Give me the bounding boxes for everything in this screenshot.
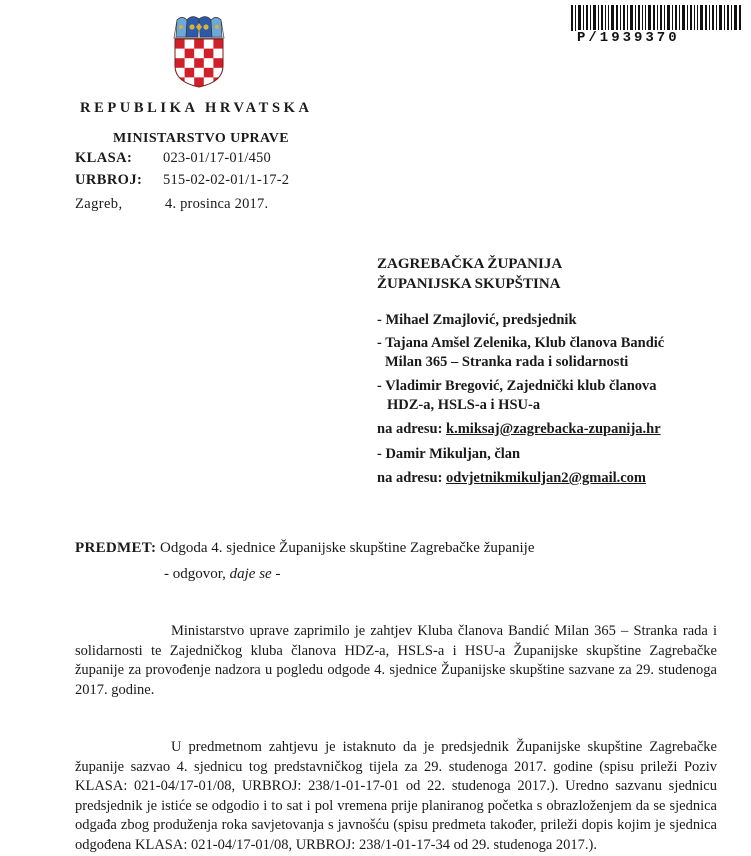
barcode [571, 5, 741, 45]
subject-line [75, 540, 535, 557]
urbroj-label: URBROJ: [75, 172, 143, 188]
recipient-item-continued: Milan 365 – Stranka rada i solidarnosti [385, 354, 629, 370]
recipient-assembly: ŽUPANIJSKA SKUPŠTINA [377, 276, 561, 292]
recipient-county: ZAGREBAČKA ŽUPANIJA [377, 256, 563, 272]
address-label: na adresu: [377, 470, 443, 486]
recipient-item: - Mihael Zmajlović, predsjednik [377, 312, 577, 328]
subject-sub-suffix: - [271, 566, 281, 582]
address-line-2 [377, 469, 646, 488]
recipient-item: - Vladimir Bregović, Zajednički klub članova [377, 378, 657, 394]
ministry-name: MINISTARSTVO UPRAVE [113, 131, 289, 146]
email-link[interactable]: odvjetnikmikuljan2@gmail.com [446, 470, 647, 486]
subject-label: PREDMET: [75, 540, 157, 556]
klasa-label: KLASA: [75, 150, 133, 166]
country-name: REPUBLIKA HRVATSKA [80, 100, 313, 116]
subject-subline [164, 566, 280, 583]
recipient-item-continued: HDZ-a, HSLS-a i HSU-a [387, 397, 541, 413]
urbroj-value: 515-02-02-01/1-17-2 [163, 172, 290, 188]
recipient-item: - Tajana Amšel Zelenika, Klub članova Bandić [377, 335, 665, 351]
coat-of-arms-icon [171, 10, 227, 88]
address-label: na adresu: [377, 421, 443, 437]
email-link[interactable]: k.miksaj@zagrebacka-zupanija.hr [446, 421, 661, 437]
barcode-number: P/1939370 [577, 30, 741, 46]
document-date: 4. prosinca 2017. [165, 196, 269, 212]
body-paragraph: U predmetnom zahtjevu je istaknuto da je predsjednik Županijske skupštine Zagrebačke županije sazvao 4. sjednicu tog predstavničkog tijela za 29. studenoga 2017. godine (spisu prileži Poziv KLASA: 021-04/17-01/08, URBROJ: 238/1-01-17-01 od 22. studenoga 2017.). Uredno sazvanu sjednicu predsjednik je istiće se odgodio i to sat i pol vremena prije planiranog početka s obrazloženjem da se sjednica odgađa zbog produženja roka savjetovanja s javnošću (spisu predmeta također, prileži dopis kojim je sjednica odgođena KLASA: 021-04/17-01/08, URBROJ: 238/1-01-17-34 od 29. studenoga 2017.). [75, 739, 717, 853]
klasa-value: 023-01/17-01/450 [163, 150, 271, 166]
subject-text: Odgoda 4. sjednice Županijske skupštine Zagrebačke županije [160, 540, 535, 556]
recipient-item: - Damir Mikuljan, član [377, 446, 521, 462]
place-label: Zagreb, [75, 196, 123, 212]
body-paragraph: Ministarstvo uprave zaprimilo je zahtjev Kluba članova Bandić Milan 365 – Stranka rada i solidarnosti te Zajedničkog kluba članova HDZ-a, HSLS-a i HSU-a Županijske skupštine Zagrebačke županije za provođenje nadzora u pogledu odgode 4. sjednice Županijske skupštine sazvane za 29. studenoga 2017. godine. [75, 623, 717, 698]
subject-sub-prefix: - odgovor, [164, 566, 230, 582]
barcode-bars-icon [571, 5, 741, 31]
subject-sub-italic: daje se [229, 566, 272, 582]
address-line-1 [377, 420, 661, 439]
